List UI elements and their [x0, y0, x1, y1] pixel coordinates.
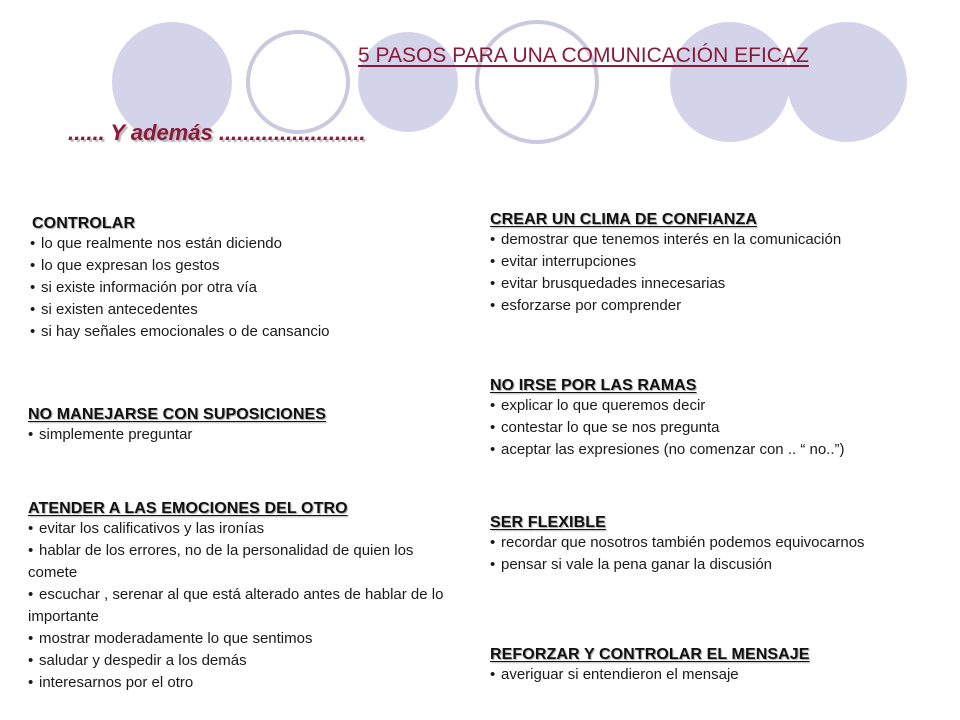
- list-item: • demostrar que tenemos interés en la comunicación: [490, 231, 842, 248]
- section-heading: NO MANEJARSE CON SUPOSICIONES: [28, 406, 327, 423]
- list-item: • explicar lo que queremos decir: [490, 397, 706, 414]
- section-heading: ATENDER A LAS EMOCIONES DEL OTRO: [28, 500, 348, 517]
- section-heading: CONTROLAR: [32, 215, 136, 232]
- item-list: [30, 233, 450, 343]
- deco-circle-2: [248, 32, 348, 132]
- list-item: • evitar interrupciones: [490, 253, 637, 270]
- list-item: • evitar los calificativos y las ironías: [28, 520, 265, 537]
- list-item: • recordar que nosotros también podemos equivocarnos: [490, 534, 865, 551]
- item-list: [490, 664, 945, 686]
- list-item: • si existe información por otra vía: [30, 279, 257, 296]
- list-item: • contestar lo que se nos pregunta: [490, 419, 720, 436]
- section-heading: NO IRSE POR LAS RAMAS: [490, 377, 697, 394]
- deco-circle-6: [787, 22, 907, 142]
- subtitle: ...... Y además ........................: [68, 120, 366, 145]
- page-title: 5 PASOS PARA UNA COMUNICACIÓN EFICAZ: [358, 44, 809, 67]
- section-heading: SER FLEXIBLE: [490, 514, 606, 531]
- list-item: • mostrar moderadamente lo que sentimos: [28, 630, 313, 647]
- section-emociones: [28, 500, 446, 694]
- section-flexible: [490, 514, 910, 576]
- list-item: • interesarnos por el otro: [28, 674, 194, 691]
- item-list: [490, 532, 910, 576]
- list-item: • evitar brusquedades innecesarias: [490, 275, 726, 292]
- item-list: [490, 229, 945, 317]
- section-heading: REFORZAR Y CONTROLAR EL MENSAJE: [490, 646, 810, 663]
- list-item: • hablar de los errores, no de la personalidad de quien los comete: [28, 542, 414, 581]
- list-item: • si hay señales emocionales o de cansancio: [30, 323, 330, 340]
- item-list: [28, 424, 448, 446]
- list-item: • lo que realmente nos están diciendo: [30, 235, 282, 252]
- item-list: [28, 518, 446, 694]
- list-item: • simplemente preguntar: [28, 426, 193, 443]
- deco-circle-4: [477, 22, 597, 142]
- section-reforzar: [490, 646, 945, 686]
- list-item: • averiguar si entendieron el mensaje: [490, 666, 739, 683]
- section-heading: CREAR UN CLIMA DE CONFIANZA: [490, 211, 757, 228]
- list-item: • escuchar , serenar al que está alterado antes de hablar de lo importante: [28, 586, 444, 625]
- list-item: • esforzarse por comprender: [490, 297, 682, 314]
- section-ramas: [490, 377, 945, 461]
- section-controlar: [30, 215, 450, 343]
- deco-circle-5: [670, 22, 790, 142]
- section-suposiciones: [28, 406, 448, 446]
- item-list: [490, 395, 945, 461]
- list-item: • saludar y despedir a los demás: [28, 652, 247, 669]
- section-confianza: [490, 211, 945, 317]
- list-item: • pensar si vale la pena ganar la discusión: [490, 556, 773, 573]
- list-item: • si existen antecedentes: [30, 301, 198, 318]
- list-item: • lo que expresan los gestos: [30, 257, 220, 274]
- list-item: • aceptar las expresiones (no comenzar con .. “ no..”): [490, 441, 845, 458]
